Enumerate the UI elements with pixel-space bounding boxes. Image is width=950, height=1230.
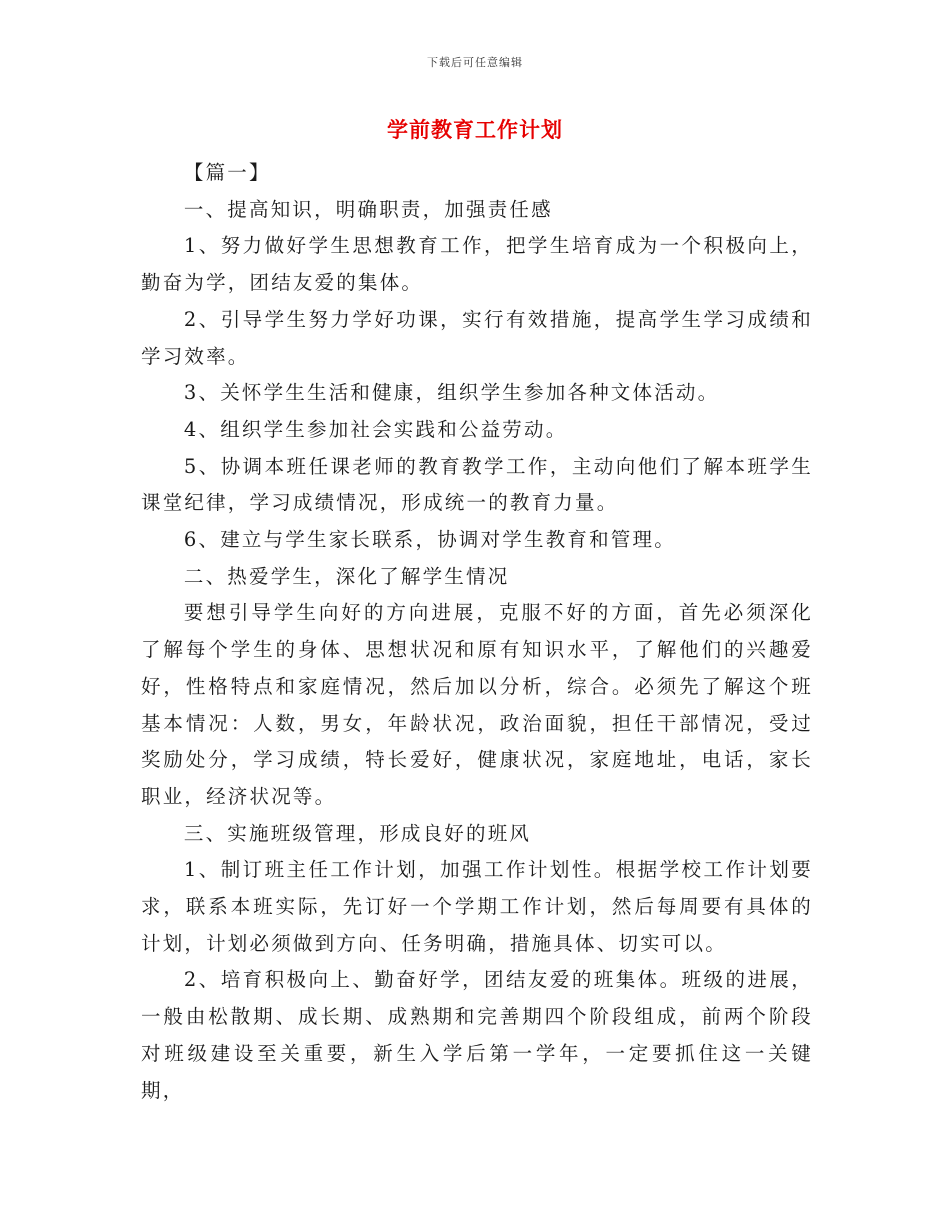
paragraph: 3、关怀学生生活和健康，组织学生参加各种文体活动。 — [183, 381, 720, 405]
paragraph: 1、努力做好学生思想教育工作，把学生培育成为一个积极向上，勤奋为学，团结友爱的集体。 — [141, 234, 813, 295]
section-tag: 【篇一】 — [183, 161, 271, 184]
paragraph: 5、协调本班任课老师的教育教学工作，主动向他们了解本班学生课堂纪律，学习成绩情况，形成统一的教育力量。 — [141, 454, 813, 515]
section-heading: 一、提高知识，明确职责，加强责任感 — [183, 197, 553, 221]
paragraph: 6、建立与学生家长联系，协调对学生教育和管理。 — [183, 528, 676, 552]
paragraph: 1、制订班主任工作计划，加强工作计划性。根据学校工作计划要求，联系本班实际，先订好一个学期工作计划，然后每周要有具体的计划，计划必须做到方向、任务明确，措施具体、切实可以。 — [141, 858, 813, 955]
paragraph: 4、组织学生参加社会实践和公益劳动。 — [183, 417, 568, 441]
document-title: 学前教育工作计划 — [387, 117, 563, 142]
section-heading: 三、实施班级管理，形成良好的班风 — [183, 821, 532, 845]
paragraph: 2、培育积极向上、勤奋好学，团结友爱的班集体。班级的进展，一般由松散期、成长期、成熟期和完善期四个阶段组成，前两个阶段对班级建设至关重要，新生入学后第一学年，一定要抓住这一关键期， — [141, 968, 813, 1102]
section-heading: 二、热爱学生，深化了解学生情况 — [183, 564, 510, 588]
header-note: 下载后可任意编辑 — [427, 56, 523, 69]
paragraph: 要想引导学生向好的方向进展，克服不好的方面，首先必须深化了解每个学生的身体、思想状况和原有知识水平，了解他们的兴趣爱好，性格特点和家庭情况，然后加以分析，综合。必须先了解这个班基本情况：人数，男女，年龄状况，政治面貌，担任干部情况，受过奖励处分，学习成绩，特长爱好，健康状况，家庭地址，电话，家长职业，经济状况等。 — [141, 601, 813, 808]
paragraph: 2、引导学生努力学好功课，实行有效措施，提高学生学习成绩和学习效率。 — [141, 307, 813, 368]
document-body — [141, 155, 813, 1109]
